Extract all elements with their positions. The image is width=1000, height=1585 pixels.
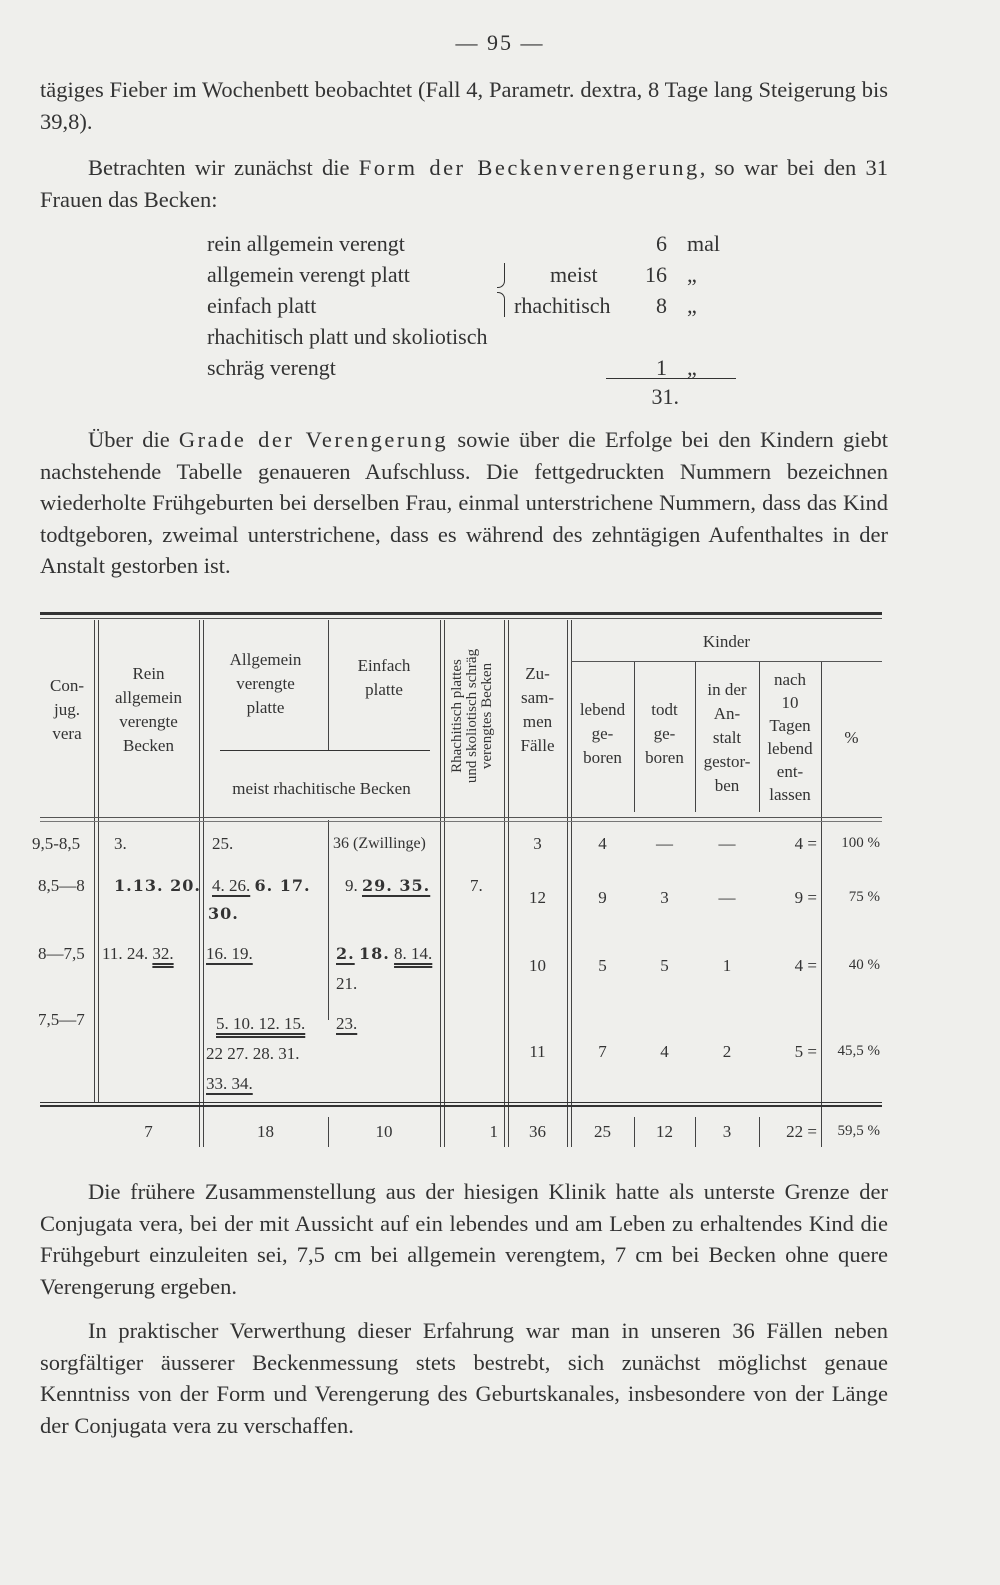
total-einfach: 10 [375, 1122, 393, 1141]
total-rein: 7 [144, 1122, 153, 1141]
col-divider [504, 620, 505, 1147]
classification-unit: „ [687, 355, 697, 380]
cell-percent: 40 % [848, 957, 880, 973]
header-conjugata: Con- jug. vera [50, 676, 84, 743]
col-divider [94, 620, 95, 1102]
page-number: — 95 — [455, 30, 545, 55]
col-divider [440, 620, 441, 1147]
emphasis-grades: Grade der Verengerung [178, 427, 449, 452]
results-table [32, 612, 882, 1147]
classification-label: einfach platt [207, 293, 317, 318]
header-meist-rhachitisch: meist rhachitische Becken [232, 779, 411, 798]
cell-rein: 3. [114, 834, 127, 853]
classification-label: rhachitisch platt und skoliotisch [207, 324, 488, 349]
classification-count: 1 [656, 355, 667, 380]
cell-percent: 45,5 % [837, 1043, 880, 1059]
brace-bottom [497, 292, 505, 317]
cell-zusammen: 3 [533, 834, 542, 853]
cell-einfach-cont: 21. [336, 974, 358, 993]
cell-allgemein: 25. [212, 834, 234, 853]
paragraph-grades-end: sowie über die Erfolge bei den Kindern giebt nachstehende Tabelle genaueren Aufschluss. Die fettgedruckten Nummern bezeichnen wiederholte Frühgeburten bei derselben Frau, einmal unterstrichene Nummern, dass das Kind todtgeboren, zweimal unterstrichene, dass es während des zehntägigen Aufenthaltes in der Anstalt gestorben ist. [40, 427, 888, 578]
cell-conjugata: 8,5—8 [38, 876, 85, 895]
cell-einfach-underlined: 8. 14. [394, 944, 433, 963]
cell-percent: 75 % [848, 889, 880, 905]
cell-conjugata: 9,5-8,5 [32, 834, 81, 853]
cell-zusammen: 10 [529, 956, 546, 975]
header-bottom-rule [40, 817, 882, 818]
cell-zusammen: 11 [529, 1042, 546, 1061]
cell-allgemein-bold: 6. 17. [254, 876, 311, 895]
total-nach: 22 = [786, 1122, 817, 1141]
table-top-rule-thin [40, 618, 882, 619]
emphasis-form: Form der Beckenverengerung [358, 155, 700, 180]
cell-rein-underlined: 32. [152, 944, 174, 963]
brace-rule-right [330, 750, 430, 751]
total-zusammen: 36 [529, 1122, 546, 1141]
classification-unit: „ [687, 293, 697, 318]
cell-conjugata: 7,5—7 [38, 1010, 85, 1029]
classification-count: 6 [656, 231, 667, 256]
header-rhachitisch-cell [444, 620, 504, 815]
cell-todt: 5 [660, 956, 669, 975]
cell-todt: 4 [660, 1042, 669, 1061]
cell-anstalt: 1 [722, 956, 732, 975]
cell-allgemein-plain: 4. 26. [212, 876, 251, 895]
cell-allgemein-line3: 33. 34. [206, 1074, 253, 1093]
cell-allgemein-line1: 5. 10. 12. 15. [216, 1014, 306, 1033]
cell-allgemein-line2: 22 27. 28. 31. [206, 1044, 300, 1063]
cell-einfach-bold: 2. [336, 944, 355, 963]
paragraph-fever: tägiges Fieber im Wochenbett beobachtet (Fall 4, Parametr. dextra, 8 Tage lang Steigerung bis 39,8). [40, 77, 888, 134]
classification-unit: mal [687, 231, 720, 256]
classification-row [207, 321, 737, 352]
kinder-span-rule [571, 661, 882, 662]
cell-todt: 3 [660, 888, 669, 907]
paragraph-practical-use: In praktischer Verwerthung dieser Erfahrung war man in unseren 36 Fällen neben sorgfältiger äusserer Beckenmessung stets bestrebt, sich zunächst möglichst genaue Kenntniss von der Form und Verengerung des Geburtskanales, insbesondere von der Länge der Conjugata vera zu verschaffen. [40, 1318, 888, 1438]
cell-lebend: 5 [598, 956, 607, 975]
cell-percent: 100 % [841, 835, 880, 851]
classification-group-label: meist [550, 262, 598, 287]
header-bottom-rule-thin [40, 821, 882, 822]
classification-row [207, 290, 737, 321]
cell-einfach [336, 942, 432, 965]
paragraph-grades [40, 424, 888, 582]
cell-einfach-bold-2: 18. [358, 944, 390, 963]
header-rein: Rein allgemein verengte Becken [114, 664, 183, 755]
cell-anstalt: — [718, 888, 736, 907]
cell-allgemein [212, 874, 311, 897]
cell-lebend: 4 [598, 834, 607, 853]
brace-rule-left [220, 750, 330, 751]
classification-count: 8 [656, 293, 667, 318]
header-nach-10-tagen: nach 10 Tagen lebend ent- lassen [767, 670, 813, 804]
cell-rhachitisch: 7. [470, 876, 483, 895]
cell-todt: — [656, 834, 673, 853]
cell-conjugata: 8—7,5 [38, 944, 85, 963]
cell-nach: 4 = [794, 834, 817, 853]
classification-count: 16 [645, 262, 667, 287]
cell-rein: 1.13. 20. [114, 876, 201, 895]
paragraph-grades-start: Über die [88, 427, 179, 452]
pelvis-classification-list [207, 228, 737, 409]
header-zusammen: Zu- sam- men Fälle [520, 664, 555, 755]
table-top-rule [40, 612, 882, 615]
header-kinder: Kinder [702, 632, 751, 651]
cell-anstalt: 2 [722, 1042, 732, 1061]
cell-allgemein: 16. 19. [206, 944, 253, 963]
cell-allgemein-cont: 30. [208, 904, 239, 923]
classification-total: 31. [651, 384, 679, 409]
cell-nach: 9 = [794, 888, 817, 907]
cell-nach: 4 = [794, 956, 817, 975]
paragraph-earlier-compilation: Die frühere Zusammenstellung aus der hiesigen Klinik hatte als unterste Grenze der Conjugata vera, bei der mit Aussicht auf ein lebendes und am Leben zu erhaltendes Kind die Frühgeburt einzuleiten sei, 7,5 cm bei allgemein verengtem, 7 cm bei Becken ohne quere Verengerung ergeben. [40, 1179, 888, 1299]
cell-einfach: 23. [336, 1014, 358, 1033]
cell-nach: 5 = [794, 1042, 817, 1061]
totals-rule [40, 1102, 882, 1103]
header-anstalt: in der An- stalt gestor- ben [703, 680, 751, 795]
cell-lebend: 7 [598, 1042, 607, 1061]
classification-unit: „ [687, 262, 697, 287]
total-percent: 59,5 % [837, 1123, 880, 1139]
total-todt: 12 [656, 1122, 673, 1141]
paragraph-form-intro [40, 152, 888, 215]
cell-einfach-bold: 29. 35. [362, 876, 431, 895]
classification-row [207, 259, 737, 290]
cell-anstalt: — [718, 834, 736, 853]
cell-rein-plain: 11. 24. [102, 944, 149, 963]
classification-label: allgemein verengt platt [207, 262, 410, 287]
total-lebend: 25 [594, 1122, 611, 1141]
total-rhachitisch: 1 [489, 1122, 498, 1141]
header-allgemein: Allgemein verengte platte [229, 650, 302, 717]
classification-label: rein allgemein verengt [207, 231, 405, 256]
col-divider [328, 820, 329, 1020]
cell-rein [102, 942, 174, 965]
header-percent: % [844, 728, 859, 747]
header-einfach: Einfach platte [357, 656, 411, 699]
cell-einfach-plain: 9. [345, 876, 358, 895]
cell-einfach [345, 874, 430, 897]
classification-row [207, 228, 737, 259]
brace-top [497, 263, 505, 288]
classification-group-label: rhachitisch [514, 293, 611, 318]
paragraph-form-intro-end: , so war bei den 31 Frauen das Becken: [40, 155, 888, 212]
classification-label: schräg verengt [207, 355, 336, 380]
total-allgemein: 18 [257, 1122, 274, 1141]
total-anstalt: 3 [722, 1122, 732, 1141]
cell-lebend: 9 [598, 888, 607, 907]
totals-rule-thick [40, 1105, 882, 1107]
header-todt: todt ge- boren [645, 700, 684, 767]
cell-einfach: 36 (Zwillinge) [333, 835, 426, 852]
header-lebend: lebend ge- boren [579, 700, 626, 767]
paragraph-form-intro-start: Betrachten wir zunächst die [88, 155, 359, 180]
sum-rule [606, 378, 736, 379]
header-rhachitisch: Rhachitisch plattes und skoliotisch schräg verengtes Becken [449, 648, 495, 784]
col-divider [567, 620, 568, 1147]
cell-zusammen: 12 [529, 888, 546, 907]
